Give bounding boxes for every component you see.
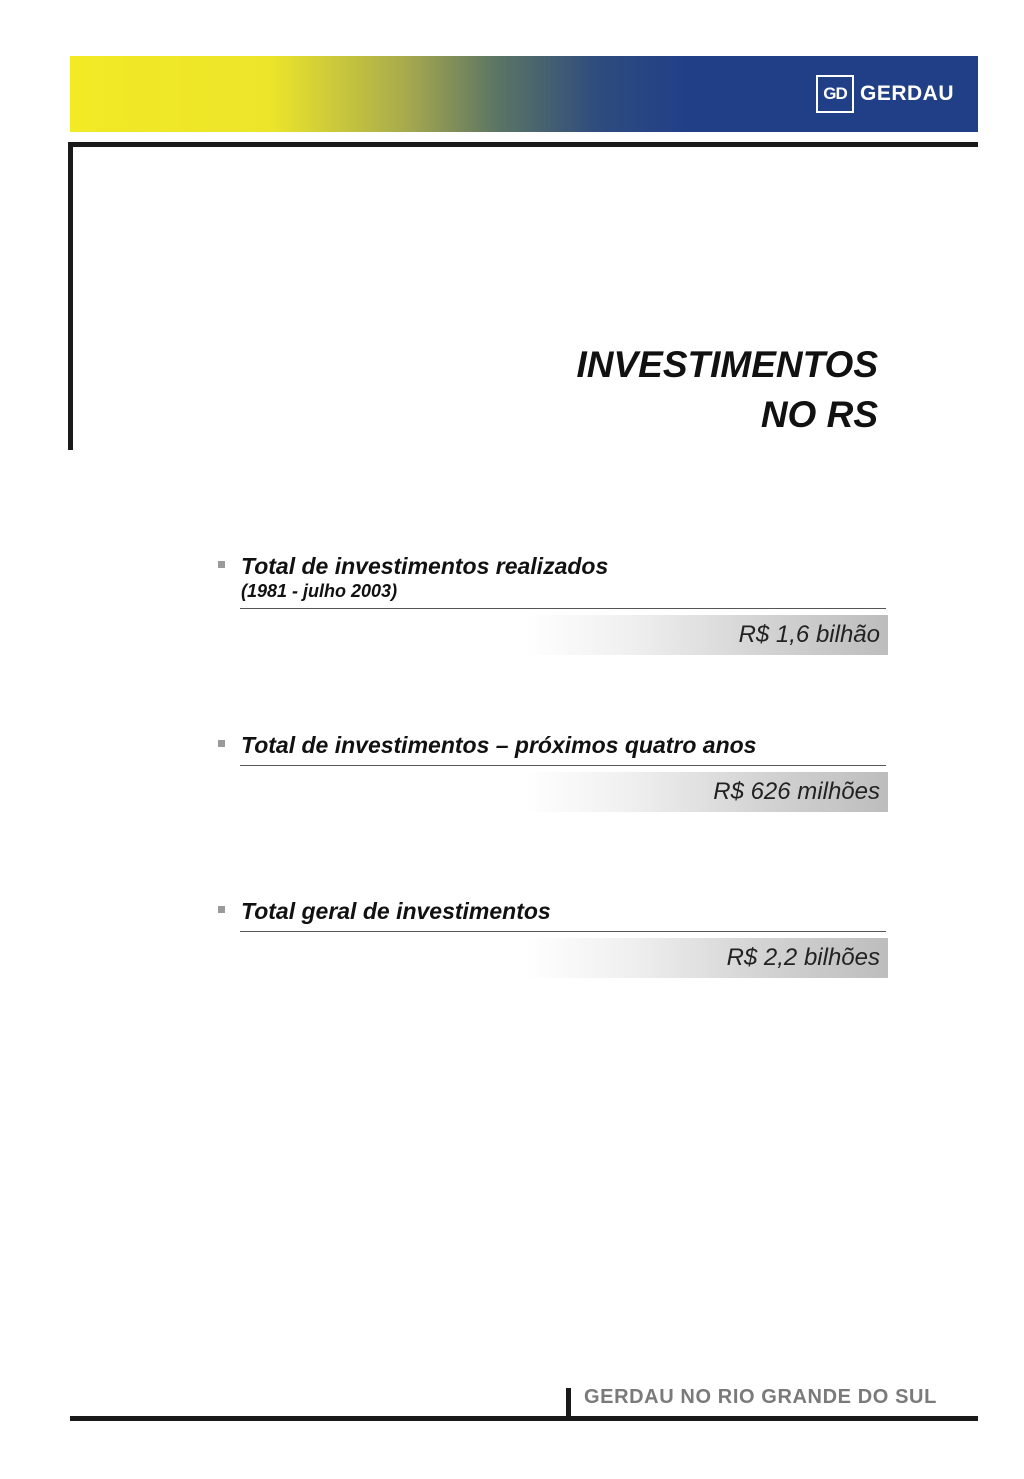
square-bullet-icon	[218, 906, 225, 913]
item-divider	[240, 931, 886, 932]
title-line-1: INVESTIMENTOS	[576, 344, 878, 385]
frame-left-rule	[68, 142, 73, 450]
item-heading: Total geral de investimentos	[241, 898, 551, 924]
footer-rule	[70, 1416, 978, 1421]
item-divider	[240, 765, 886, 766]
logo-text: GERDAU	[860, 82, 955, 105]
page-title	[576, 340, 878, 440]
item-subheading: (1981 - julho 2003)	[241, 581, 398, 601]
investment-item-total-geral	[216, 897, 888, 978]
item-value: R$ 626 milhões	[240, 772, 888, 812]
square-bullet-icon	[218, 561, 225, 568]
investment-item-proximos	[216, 731, 888, 812]
item-divider	[240, 608, 886, 609]
item-value: R$ 1,6 bilhão	[240, 615, 888, 655]
logo-icon: GD	[816, 75, 854, 113]
item-value: R$ 2,2 bilhões	[240, 938, 888, 978]
frame-top-rule	[70, 142, 978, 147]
gerdau-logo	[816, 74, 954, 114]
item-heading: Total de investimentos – próximos quatro anos	[241, 732, 757, 758]
investment-item-realizados	[216, 552, 888, 655]
item-heading: Total de investimentos realizados	[241, 553, 609, 579]
footer-text: GERDAU NO RIO GRANDE DO SUL	[584, 1386, 937, 1408]
square-bullet-icon	[218, 740, 225, 747]
title-line-2: NO RS	[760, 394, 878, 435]
